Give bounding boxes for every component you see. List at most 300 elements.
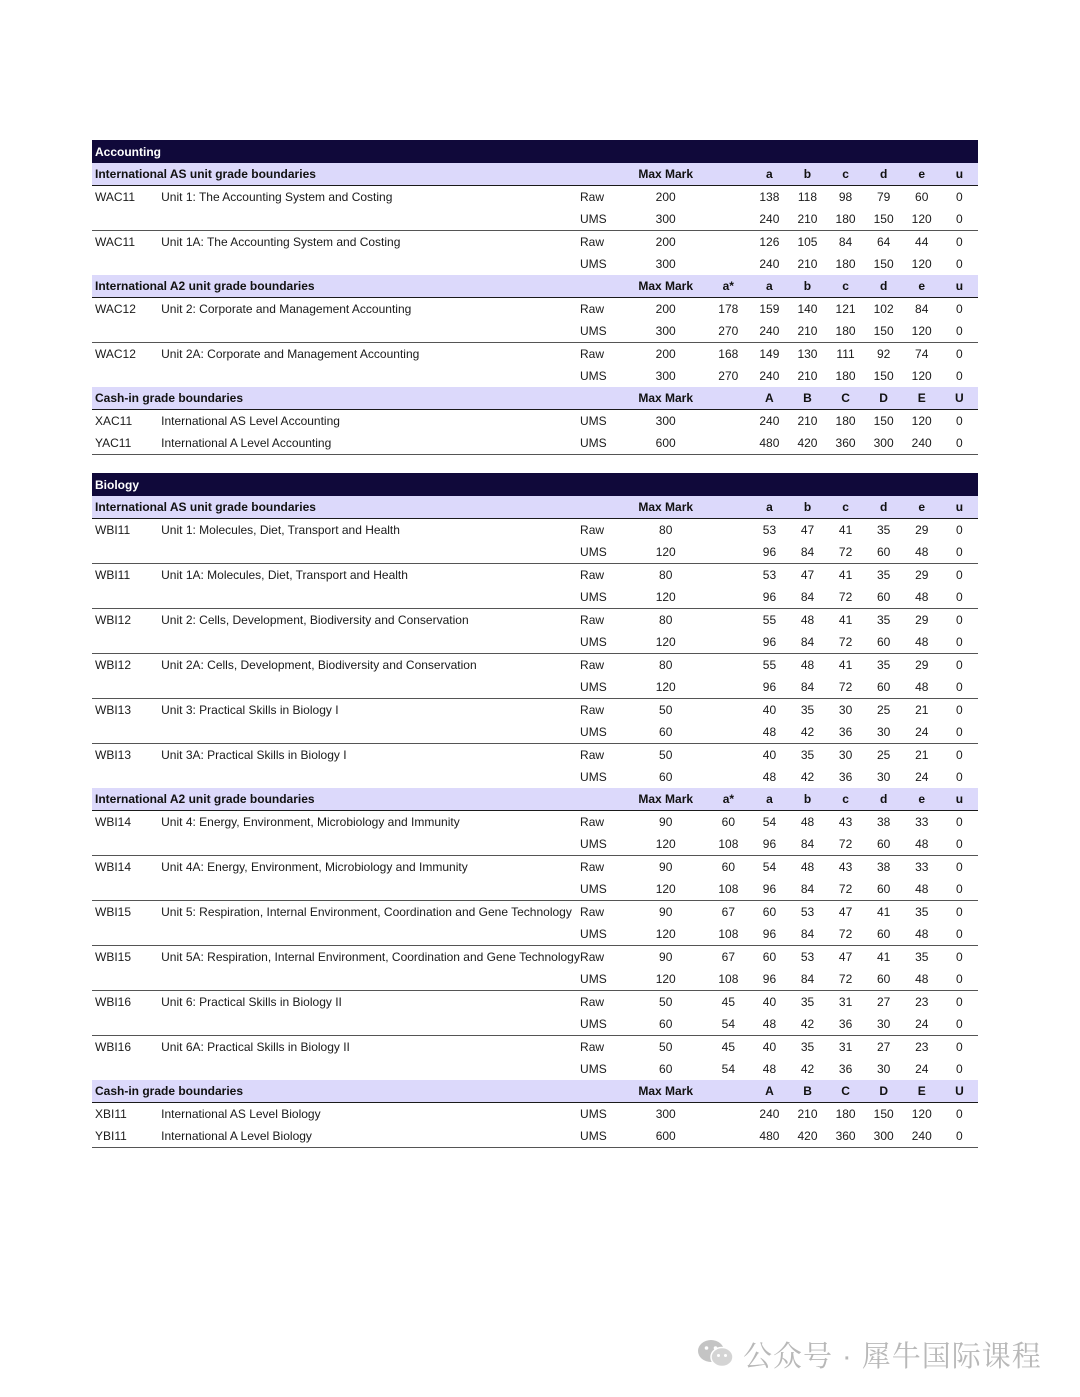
section-title: International A2 unit grade boundaries — [92, 788, 625, 811]
grade-value: 210 — [797, 212, 818, 226]
grade-value: 0 — [941, 609, 978, 632]
unit-name — [159, 923, 577, 946]
unit-name — [159, 878, 577, 901]
table-row — [92, 631, 978, 654]
grade-value: 240 — [759, 1107, 780, 1121]
subject-title-row — [92, 473, 978, 496]
grade-value: 36 — [838, 725, 853, 739]
mark-type: Raw — [577, 564, 625, 587]
grade-value: 0 — [956, 972, 963, 986]
grade-value: 21 — [903, 744, 941, 767]
unit-name: Unit 6: Practical Skills in Biology II — [159, 991, 577, 1014]
grade-value: 108 — [718, 837, 739, 851]
unit-name: International AS Level Accounting — [161, 414, 340, 428]
grade-value: 54 — [721, 1062, 736, 1076]
max-mark: 200 — [625, 231, 706, 254]
grade-value: 38 — [865, 856, 903, 879]
grade-value: 24 — [915, 1017, 929, 1031]
unit-name: International AS Level Biology — [161, 1107, 321, 1121]
grade-value: 0 — [956, 414, 963, 428]
grade-value — [706, 432, 750, 455]
grade-value — [706, 586, 750, 609]
grade-header: b — [788, 275, 826, 298]
max-mark: 600 — [625, 432, 706, 455]
unit-name: Unit 1: Molecules, Diet, Transport and Health — [161, 523, 400, 537]
table-row — [92, 991, 978, 1014]
table-row — [92, 721, 978, 744]
unit-code — [92, 721, 159, 744]
unit-code: WBI13 — [92, 699, 159, 722]
grade-value: 30 — [877, 770, 891, 784]
grade-value: 92 — [865, 343, 903, 366]
grade-value: 44 — [903, 231, 941, 254]
grade-value — [706, 541, 750, 564]
grade-value — [706, 744, 750, 767]
mark-type: UMS — [580, 882, 607, 896]
unit-code — [92, 766, 159, 788]
grade-header: A — [750, 387, 788, 410]
grade-value: 25 — [865, 699, 903, 722]
grade-value: 24 — [915, 770, 929, 784]
grade-value: 38 — [877, 815, 891, 829]
max-mark: 50 — [625, 699, 706, 722]
grade-value: 96 — [762, 927, 777, 941]
grade-value: 96 — [762, 837, 777, 851]
table-row — [92, 811, 978, 834]
unit-code: WBI15 — [92, 946, 159, 969]
grade-value: 74 — [903, 343, 941, 366]
grade-value: 55 — [750, 654, 788, 677]
grade-value: 30 — [827, 699, 865, 722]
unit-name: Unit 1A: The Accounting System and Costing — [159, 231, 577, 254]
unit-code — [92, 586, 159, 609]
grade-value: 108 — [718, 972, 739, 986]
grade-value: 60 — [877, 590, 891, 604]
grade-value: 120 — [911, 212, 932, 226]
grade-value: 0 — [941, 231, 978, 254]
grade-value: 149 — [750, 343, 788, 366]
table-row — [92, 320, 978, 343]
grade-value: 108 — [718, 882, 739, 896]
grade-value: 48 — [788, 856, 826, 879]
grade-value: 72 — [838, 545, 853, 559]
grade-value: 31 — [827, 991, 865, 1014]
grade-value: 102 — [873, 302, 894, 316]
unit-code: WAC11 — [95, 190, 136, 204]
grade-value: 150 — [873, 212, 894, 226]
grade-header: C — [827, 387, 865, 410]
max-mark-header: Max Mark — [625, 387, 706, 410]
grade-value: 54 — [721, 1017, 736, 1031]
grade-value: 96 — [762, 545, 777, 559]
grade-value: 126 — [750, 231, 788, 254]
grade-value: 0 — [956, 815, 963, 829]
grade-value: 72 — [838, 635, 853, 649]
unit-code: WBI11 — [95, 523, 131, 537]
grade-value: 48 — [915, 680, 929, 694]
grade-value: 0 — [956, 590, 963, 604]
grade-value: 30 — [877, 1017, 891, 1031]
grade-value: 0 — [941, 432, 978, 455]
grade-value: 47 — [800, 523, 815, 537]
grade-value: 55 — [750, 609, 788, 632]
grade-value — [706, 519, 750, 542]
unit-code — [92, 365, 159, 387]
grade-value: 150 — [873, 324, 894, 338]
unit-name — [159, 833, 577, 856]
table-row — [92, 564, 978, 587]
section-title: Cash-in grade boundaries — [92, 387, 625, 410]
grade-value: 25 — [865, 744, 903, 767]
grade-value: 0 — [956, 882, 963, 896]
grade-value: 45 — [706, 1036, 750, 1059]
grade-value: 0 — [956, 545, 963, 559]
max-mark: 90 — [625, 946, 706, 969]
unit-name — [159, 541, 577, 564]
grade-value: 36 — [838, 770, 853, 784]
mark-type: UMS — [580, 545, 607, 559]
grade-value: 84 — [800, 590, 815, 604]
unit-name — [159, 586, 577, 609]
grade-value: 40 — [750, 699, 788, 722]
grade-value: 210 — [797, 414, 818, 428]
table-row — [92, 923, 978, 946]
max-mark: 120 — [655, 837, 676, 851]
table-row — [92, 744, 978, 767]
max-mark: 300 — [655, 369, 676, 383]
grade-value: 35 — [788, 991, 826, 1014]
table-row — [92, 946, 978, 969]
grade-value: 84 — [800, 972, 815, 986]
grade-value: 48 — [915, 882, 929, 896]
grade-value: 43 — [827, 856, 865, 879]
grade-value: 35 — [903, 946, 941, 969]
grade-value: 29 — [903, 654, 941, 677]
grade-value: 29 — [915, 523, 929, 537]
grade-value: 480 — [750, 432, 788, 455]
grade-header: u — [941, 496, 978, 519]
table-row — [92, 253, 978, 275]
table-row — [92, 878, 978, 901]
grade-value: 96 — [762, 680, 777, 694]
mark-type: UMS — [580, 324, 607, 338]
grade-value: 168 — [706, 343, 750, 366]
mark-type: Raw — [577, 901, 625, 924]
grade-header: U — [941, 387, 978, 410]
grade-value: 21 — [903, 699, 941, 722]
unit-name — [159, 253, 577, 275]
max-mark: 200 — [655, 190, 676, 204]
grade-header: A — [750, 1080, 788, 1103]
max-mark: 90 — [659, 815, 673, 829]
grade-value: 27 — [865, 1036, 903, 1059]
grade-value: 111 — [827, 343, 865, 366]
unit-name: Unit 1: The Accounting System and Costing — [161, 190, 393, 204]
grade-value: 84 — [800, 635, 815, 649]
max-mark: 80 — [625, 609, 706, 632]
mark-type: Raw — [577, 654, 625, 677]
grade-value: 35 — [877, 523, 891, 537]
mark-type: Raw — [577, 991, 625, 1014]
grade-value: 210 — [797, 369, 818, 383]
grade-value: 72 — [838, 590, 853, 604]
max-mark: 50 — [625, 1036, 706, 1059]
unit-code — [92, 631, 159, 654]
grade-header: a* — [706, 788, 750, 811]
grade-value: 45 — [706, 991, 750, 1014]
max-mark-header: Max Mark — [625, 163, 706, 186]
max-mark: 60 — [659, 770, 673, 784]
grade-value: 36 — [838, 1062, 853, 1076]
grade-value: 42 — [800, 725, 815, 739]
unit-name — [159, 365, 577, 387]
accounting-table — [92, 140, 978, 455]
grade-value: 84 — [800, 927, 815, 941]
grade-value: 47 — [788, 564, 826, 587]
grade-value: 43 — [838, 815, 853, 829]
table-row — [92, 519, 978, 542]
grade-value: 48 — [762, 1017, 777, 1031]
grade-value: 72 — [838, 972, 853, 986]
grade-value: 60 — [877, 972, 891, 986]
grade-value: 60 — [915, 190, 929, 204]
grade-header: c — [827, 275, 865, 298]
unit-name — [159, 766, 577, 788]
mark-type: Raw — [580, 302, 605, 316]
unit-code: XBI11 — [95, 1107, 127, 1121]
grade-value: 72 — [838, 927, 853, 941]
grade-value: 98 — [838, 190, 853, 204]
table-row — [92, 208, 978, 231]
grade-value: 0 — [956, 257, 963, 271]
grade-value: 53 — [788, 946, 826, 969]
max-mark: 120 — [655, 882, 676, 896]
grade-value: 120 — [911, 414, 932, 428]
section-header-row — [92, 496, 978, 519]
grade-value: 42 — [800, 770, 815, 784]
grade-value: 240 — [759, 324, 780, 338]
grade-value: 48 — [788, 609, 826, 632]
table-row — [92, 1103, 978, 1126]
grade-value: 180 — [835, 212, 856, 226]
subject-title: Accounting — [92, 140, 978, 163]
table-row — [92, 833, 978, 856]
grade-value: 60 — [877, 635, 891, 649]
section-header-row — [92, 1080, 978, 1103]
grade-value: 0 — [941, 699, 978, 722]
table-row — [92, 609, 978, 632]
table-row — [92, 298, 978, 321]
grade-value: 96 — [762, 590, 777, 604]
subject-title: Biology — [92, 473, 978, 496]
grade-value: 54 — [762, 815, 777, 829]
table-row — [92, 231, 978, 254]
grade-value: 36 — [838, 1017, 853, 1031]
mark-type: Raw — [580, 815, 605, 829]
grade-header: u — [941, 163, 978, 186]
table-row — [92, 1125, 978, 1148]
unit-code — [92, 968, 159, 991]
grade-value: 72 — [838, 680, 853, 694]
max-mark-header: Max Mark — [625, 275, 706, 298]
grade-value: 0 — [956, 302, 963, 316]
section-header-row — [92, 275, 978, 298]
grade-value: 60 — [750, 946, 788, 969]
unit-name — [159, 1058, 577, 1080]
grade-value: 270 — [718, 369, 739, 383]
unit-code: WAC12 — [92, 343, 159, 366]
max-mark: 600 — [625, 1125, 706, 1148]
grade-header: a — [750, 788, 788, 811]
grade-value: 27 — [865, 991, 903, 1014]
grade-header: b — [788, 788, 826, 811]
grade-header: u — [941, 788, 978, 811]
unit-code — [92, 1013, 159, 1036]
unit-code — [92, 676, 159, 699]
unit-code — [92, 923, 159, 946]
mark-type: UMS — [580, 369, 607, 383]
mark-type: UMS — [580, 1107, 607, 1121]
max-mark: 60 — [659, 1017, 673, 1031]
grade-value: 0 — [956, 324, 963, 338]
grade-value: 60 — [877, 545, 891, 559]
grade-value: 0 — [956, 1017, 963, 1031]
grade-value: 300 — [865, 1125, 903, 1148]
grade-value: 0 — [956, 725, 963, 739]
table-row — [92, 432, 978, 455]
table-row — [92, 1058, 978, 1080]
grade-value: 35 — [903, 901, 941, 924]
grade-value: 48 — [915, 972, 929, 986]
grade-header — [706, 387, 750, 410]
max-mark-header: Max Mark — [625, 496, 706, 519]
unit-name: Unit 2A: Cells, Development, Biodiversity and Conservation — [159, 654, 577, 677]
mark-type: UMS — [580, 725, 607, 739]
grade-value: 120 — [911, 369, 932, 383]
grade-value: 35 — [865, 609, 903, 632]
unit-name: Unit 3A: Practical Skills in Biology I — [159, 744, 577, 767]
unit-code — [92, 541, 159, 564]
grade-value: 360 — [827, 1125, 865, 1148]
mark-type: Raw — [577, 699, 625, 722]
grade-value — [706, 564, 750, 587]
grade-value: 40 — [750, 991, 788, 1014]
grade-value — [706, 208, 750, 231]
table-row — [92, 343, 978, 366]
grade-value: 67 — [706, 901, 750, 924]
grade-value: 84 — [800, 837, 815, 851]
grade-value: 24 — [915, 1062, 929, 1076]
grade-value: 33 — [915, 815, 929, 829]
mark-type: UMS — [577, 432, 625, 455]
unit-name: Unit 6A: Practical Skills in Biology II — [159, 1036, 577, 1059]
grade-value: 60 — [877, 882, 891, 896]
max-mark: 90 — [625, 901, 706, 924]
watermark-text: 公众号 · 犀牛国际课程 — [743, 1340, 1042, 1373]
grade-value: 180 — [835, 324, 856, 338]
grade-value — [706, 609, 750, 632]
grade-value: 84 — [800, 680, 815, 694]
max-mark: 80 — [659, 523, 673, 537]
grade-value — [706, 231, 750, 254]
grade-value: 0 — [956, 1107, 963, 1121]
table-row — [92, 968, 978, 991]
grade-value: 23 — [903, 991, 941, 1014]
grade-value: 48 — [762, 770, 777, 784]
grade-value: 54 — [750, 856, 788, 879]
grade-value: 60 — [877, 837, 891, 851]
grade-value: 41 — [827, 609, 865, 632]
grade-value: 240 — [759, 414, 780, 428]
mark-type: Raw — [577, 1036, 625, 1059]
grade-value: 96 — [762, 882, 777, 896]
max-mark: 80 — [625, 564, 706, 587]
grade-value: 31 — [827, 1036, 865, 1059]
grade-header: D — [865, 387, 903, 410]
grade-header: U — [941, 1080, 978, 1103]
unit-code: WBI12 — [92, 654, 159, 677]
unit-code — [92, 833, 159, 856]
max-mark: 300 — [655, 212, 676, 226]
mark-type: UMS — [580, 257, 607, 271]
table-row — [92, 365, 978, 387]
grade-value: 0 — [956, 523, 963, 537]
max-mark: 200 — [625, 343, 706, 366]
grade-value: 0 — [941, 343, 978, 366]
grade-value — [706, 721, 750, 744]
unit-code: WAC11 — [92, 231, 159, 254]
grade-header: d — [865, 788, 903, 811]
grade-value: 120 — [911, 257, 932, 271]
unit-code: WBI14 — [92, 856, 159, 879]
grade-value: 0 — [956, 770, 963, 784]
grade-value: 48 — [915, 545, 929, 559]
grade-header: d — [865, 275, 903, 298]
grade-value: 60 — [877, 680, 891, 694]
grade-value: 150 — [873, 414, 894, 428]
unit-code — [92, 208, 159, 231]
grade-value — [706, 410, 750, 433]
mark-type: Raw — [577, 231, 625, 254]
grade-value: 72 — [838, 882, 853, 896]
grade-value — [706, 186, 750, 209]
section-title: International AS unit grade boundaries — [92, 163, 625, 186]
grade-value: 35 — [788, 744, 826, 767]
grade-value — [706, 699, 750, 722]
grade-header: E — [903, 387, 941, 410]
grade-header: u — [941, 275, 978, 298]
grade-value: 67 — [706, 946, 750, 969]
grade-value: 60 — [877, 927, 891, 941]
table-row — [92, 541, 978, 564]
grade-value: 42 — [800, 1062, 815, 1076]
grade-value: 30 — [877, 725, 891, 739]
grade-value: 48 — [762, 725, 777, 739]
grade-value: 105 — [788, 231, 826, 254]
grade-value: 29 — [903, 564, 941, 587]
grade-value: 96 — [762, 972, 777, 986]
grade-value — [706, 631, 750, 654]
grade-value — [706, 676, 750, 699]
grade-header: a* — [706, 275, 750, 298]
grade-value: 121 — [835, 302, 856, 316]
grade-header: b — [788, 163, 826, 186]
grade-value: 240 — [759, 257, 780, 271]
grade-value: 150 — [873, 257, 894, 271]
grade-value: 240 — [759, 369, 780, 383]
grade-value: 0 — [956, 369, 963, 383]
table-row — [92, 901, 978, 924]
